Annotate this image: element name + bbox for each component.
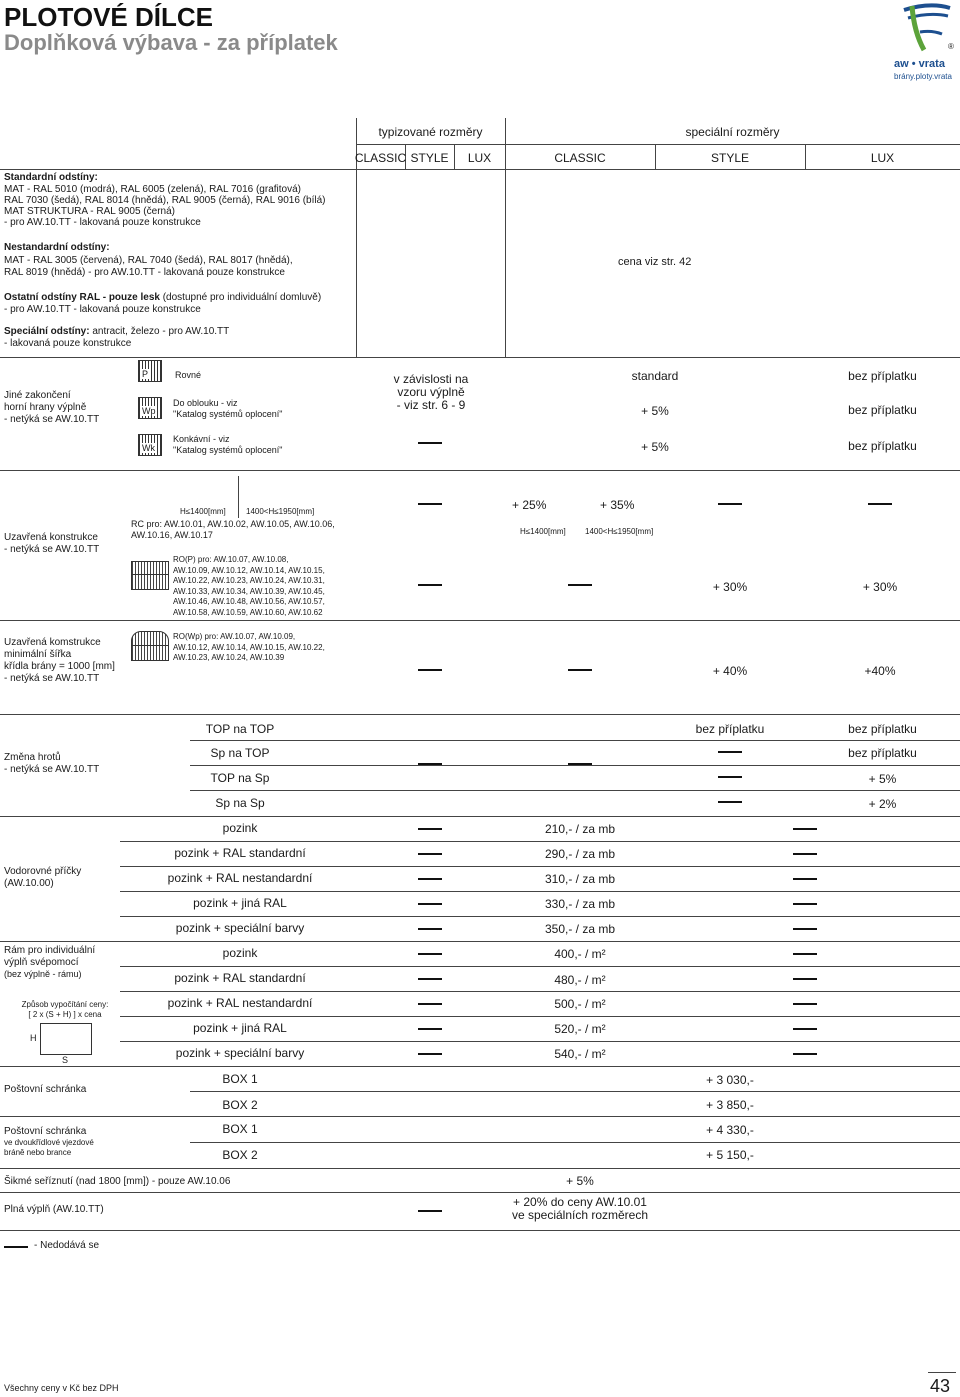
footer-note: Všechny ceny v Kč bez DPH [4, 1383, 119, 1393]
not-available-dash [568, 763, 592, 765]
not-available-dash [418, 442, 442, 444]
not-available-dash [718, 751, 742, 753]
closed-spec-classic-1: + 25% [512, 498, 547, 512]
closed-spec-h2: 1400<H≤1950[mm] [585, 527, 654, 536]
not-available-dash [418, 928, 442, 930]
logo-subtext: brány.ploty.vrata [894, 72, 952, 81]
mailbox-label-2: Poštovní schránka [4, 1126, 87, 1137]
hrot-option-4: Sp na Sp [215, 796, 265, 810]
hrot-lux-2: bez příplatku [848, 746, 917, 760]
pricka-price-2: 290,- / za mb [544, 847, 616, 861]
mailbox-option-1: BOX 1 [222, 1072, 258, 1086]
special-colors [4, 326, 229, 337]
ending-row2-lux: bez příplatku [848, 403, 917, 417]
col-spec-style: STYLE [710, 151, 749, 165]
pricka-price-3: 310,- / za mb [544, 872, 616, 886]
ram-price-1: 400,- / m² [554, 947, 606, 961]
not-available-dash [793, 878, 817, 880]
plna-price: + 20% do ceny AW.10.01 ve speciálních rozměrech [511, 1195, 649, 1222]
legend-dash [4, 1246, 28, 1248]
hrot-option-1: TOP na TOP [205, 722, 275, 736]
col-typ-style: STYLE [410, 151, 449, 165]
not-available-dash [793, 828, 817, 830]
not-available-dash [418, 953, 442, 955]
logo-mark-icon [890, 2, 956, 58]
special-colors-heading: Speciální odstíny: [4, 326, 90, 337]
mailbox-price-3: + 4 330,- [706, 1123, 754, 1137]
ending-row3-classic: + 5% [641, 440, 669, 454]
group-typizovane: typizované rozměry [378, 125, 483, 139]
ram-price-5: 540,- / m² [554, 1047, 606, 1061]
ending-row1-lux: bez příplatku [848, 369, 917, 383]
plna-label: Plná výplň (AW.10.TT) [4, 1204, 104, 1215]
other-colors-heading: Ostatní odstíny RAL - pouze lesk [4, 292, 160, 303]
not-available-dash [793, 1028, 817, 1030]
ram-price-4: 520,- / m² [554, 1022, 606, 1036]
closed2-lux: +40% [864, 664, 896, 678]
group-specialni: speciální rozměry [685, 125, 780, 139]
standard-colors-heading: Standardní odstíny: [4, 172, 98, 183]
logo-registered: ® [948, 42, 954, 51]
closed-spec-h1: H≤1400[mm] [520, 527, 566, 536]
closed-spec-classic-2: + 35% [600, 498, 635, 512]
closed-ro-lux: + 30% [862, 580, 898, 594]
not-available-dash [418, 503, 442, 505]
not-available-dash [418, 878, 442, 880]
option-concave: Konkávní - viz "Katalog systémů oplocení" [173, 434, 283, 455]
not-available-dash [418, 584, 442, 586]
pricka-option-4: pozink + jiná RAL [193, 896, 287, 910]
nonstandard-colors-text: MAT - RAL 3005 (červená), RAL 7040 (šedá), RAL 8017 (hnědá), RAL 8019 (hnědá) - pro AW.10.TT - lakovaná pouze konstrukce [4, 255, 293, 278]
mailbox-option-3: BOX 1 [222, 1122, 258, 1136]
other-colors-text: - pro AW.10.TT - lakovaná pouze konstrukce [4, 304, 201, 315]
not-available-dash [793, 953, 817, 955]
concave-top-icon: Wk [138, 434, 162, 456]
not-available-dash [793, 928, 817, 930]
pricka-price-4: 330,- / za mb [544, 897, 616, 911]
col-typ-lux: LUX [467, 151, 492, 165]
ram-option-2: pozink + RAL standardní [174, 971, 306, 985]
page-number: 43 [930, 1376, 951, 1396]
not-available-dash [418, 669, 442, 671]
not-available-dash [418, 1028, 442, 1030]
sikme-price: + 5% [566, 1174, 594, 1188]
other-colors [4, 292, 321, 303]
mailbox-label-1: Poštovní schránka [4, 1084, 87, 1095]
not-available-dash [718, 776, 742, 778]
mailbox-price-4: + 5 150,- [706, 1148, 754, 1162]
nonstandard-colors-heading: Nestandardní odstíny: [4, 242, 110, 253]
pricka-option-1: pozink [222, 821, 258, 835]
flat-top-icon: P [138, 360, 162, 382]
ro-models: RO(P) pro: AW.10.07, AW.10.08, AW.10.09, AW.10.12, AW.10.14, AW.10.15, AW.10.22, AW.10.23, AW.10.24, AW.10.31, AW.10.33, AW.10.34, AW.10.39, AW.10.45, AW.10.46, AW.10.48, AW.10.56, AW.10.57, AW.10.58, AW.10.59, AW.10.60, AW.10.62 [173, 555, 325, 617]
not-available-dash [568, 584, 592, 586]
not-available-dash [418, 1053, 442, 1055]
mailbox-price-1: + 3 030,- [706, 1073, 754, 1087]
pricka-option-3: pozink + RAL nestandardní [167, 871, 313, 885]
pricka-option-2: pozink + RAL standardní [174, 846, 306, 860]
hrot-lux-3: + 5% [868, 772, 897, 786]
closed-ro-style: + 30% [712, 580, 748, 594]
arched-top-icon: Wp [138, 397, 162, 419]
not-available-dash [793, 853, 817, 855]
ending-row3-lux: bez příplatku [848, 439, 917, 453]
height-range-2: 1400<H≤1950[mm] [246, 507, 315, 516]
not-available-dash [418, 978, 442, 980]
not-available-dash [418, 763, 442, 765]
not-available-dash [418, 1003, 442, 1005]
ram-option-1: pozink [222, 946, 258, 960]
ram-option-3: pozink + RAL nestandardní [167, 996, 313, 1010]
mailbox-price-2: + 3 850,- [706, 1098, 754, 1112]
ending-row1-classic: standard [631, 369, 679, 383]
mailbox-option-4: BOX 2 [222, 1148, 258, 1162]
special-colors-note: antracit, železo - pro AW.10.TT [89, 326, 230, 337]
brand-logo [890, 2, 956, 82]
not-available-dash [418, 1210, 442, 1212]
ro-wp-models: RO(Wp) pro: AW.10.07, AW.10.09, AW.10.12, AW.10.14, AW.10.15, AW.10.22, AW.10.23, AW.10.24, AW.10.39 [173, 632, 325, 662]
page-title: PLOTOVÉ DÍLCE [4, 2, 213, 32]
pricka-price-1: 210,- / za mb [544, 822, 616, 836]
hrot-label: Změna hrotů - netýká se AW.10.TT [4, 752, 100, 775]
ro-gate-icon-2 [131, 574, 169, 590]
ending-label: Jiné zakončení horní hrany výplně - netýká se AW.10.TT [4, 390, 100, 425]
frame-width-label: S [62, 1055, 69, 1065]
ram-label-small: (bez výplně - rámu) [4, 969, 82, 979]
hrot-style-1: bez příplatku [695, 722, 765, 736]
not-available-dash [418, 853, 442, 855]
ram-label: Rám pro individuální výplň svépomocí [4, 945, 96, 968]
legend-text: - Nedodává se [34, 1240, 100, 1251]
ram-option-5: pozink + speciální barvy [175, 1046, 305, 1060]
not-available-dash [793, 1053, 817, 1055]
not-available-dash [793, 903, 817, 905]
closed2-style: + 40% [712, 664, 748, 678]
special-colors-text: - lakovaná pouze konstrukce [4, 338, 132, 349]
ram-calc-note: Způsob vypočítání ceny: [ 2 x (S + H) ] x cena [21, 1000, 109, 1019]
ram-price-2: 480,- / m² [554, 973, 606, 987]
not-available-dash [793, 978, 817, 980]
logo-text: aw • vrata [894, 58, 945, 70]
pricka-label: Vodorovné příčky (AW.10.00) [4, 866, 82, 889]
pricka-option-5: pozink + speciální barvy [175, 921, 305, 935]
not-available-dash [568, 669, 592, 671]
not-available-dash [418, 903, 442, 905]
hrot-lux-1: bez příplatku [848, 722, 917, 736]
option-flat: Rovné [175, 370, 202, 380]
pricka-price-5: 350,- / za mb [544, 922, 616, 936]
not-available-dash [718, 801, 742, 803]
ram-price-3: 500,- / m² [554, 997, 606, 1011]
not-available-dash [418, 828, 442, 830]
ro-wp-gate-icon-2 [131, 645, 169, 661]
hrot-option-2: Sp na TOP [210, 746, 270, 760]
price-reference: cena viz str. 42 [618, 256, 692, 268]
page-subtitle: Doplňková výbava - za příplatek [4, 30, 338, 55]
not-available-dash [718, 503, 742, 505]
height-range-1: H≤1400[mm] [180, 507, 226, 516]
frame-diagram [40, 1023, 92, 1055]
standard-colors-text: MAT - RAL 5010 (modrá), RAL 6005 (zelená), RAL 7016 (grafitová) RAL 7030 (šedá), RAL 8014 (hnědá), RAL 9005 (černá), RAL 9016 (bílá) MAT STRUKTURA - RAL 9005 (černá) - pro AW.10.TT - lakovaná pouze konstrukce [4, 184, 326, 228]
ending-row2-classic: + 5% [641, 404, 669, 418]
mailbox-label-2-note: ve dvoukřídlové vjezdové bráně nebo brance [4, 1138, 94, 1157]
rc-models: RC pro: AW.10.01, AW.10.02, AW.10.05, AW.10.06, AW.10.16, AW.10.17 [131, 519, 335, 540]
option-arched: Do oblouku - viz "Katalog systémů oplocení" [173, 398, 283, 419]
col-spec-classic: CLASSIC [554, 151, 606, 165]
sikme-label: Šikmé seříznutí (nad 1800 [mm]) - pouze AW.10.06 [4, 1176, 231, 1187]
ending-typ-note: v závislosti na vzoru výplně - viz str. 6 - 9 [393, 372, 469, 412]
not-available-dash [793, 1003, 817, 1005]
hrot-lux-4: + 2% [868, 797, 897, 811]
mailbox-option-2: BOX 2 [222, 1098, 258, 1112]
closed2-label: Uzavřená komstrukce minimální šířka křídla brány = 1000 [mm] - netýká se AW.10.TT [4, 637, 115, 684]
other-colors-note: (dostupné pro individuální domluvě) [159, 292, 322, 303]
ram-option-4: pozink + jiná RAL [193, 1021, 287, 1035]
not-available-dash [868, 503, 892, 505]
col-spec-lux: LUX [870, 151, 895, 165]
hrot-option-3: TOP na Sp [210, 771, 270, 785]
frame-height-label: H [30, 1033, 37, 1043]
col-typ-classic: CLASSIC [354, 151, 407, 165]
closed-label: Uzavřená konstrukce - netýká se AW.10.TT [4, 532, 100, 555]
